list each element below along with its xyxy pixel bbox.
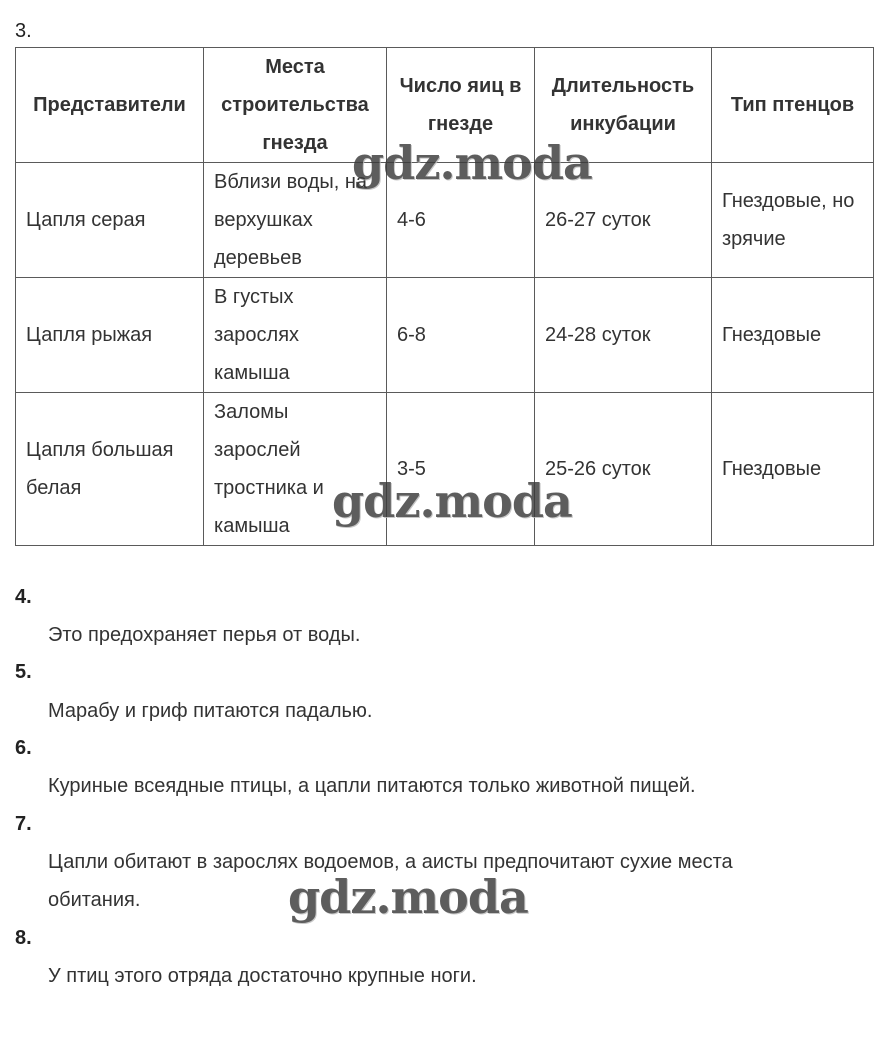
table-row [16, 278, 874, 393]
table-row [16, 393, 874, 546]
table-cell: Цапля большая белая [16, 393, 204, 546]
table-cell: 6-8 [387, 278, 535, 393]
table-cell: 3-5 [387, 393, 535, 546]
question-number-6: 6. [15, 737, 32, 759]
column-header: Длительность инкубации [535, 48, 712, 163]
table-row [16, 163, 874, 278]
table-cell: Гнездовые [712, 278, 874, 393]
watermark: gdz.moda [352, 136, 592, 190]
column-header: Места строительства гнезда [204, 48, 387, 163]
question-number-5: 5. [15, 661, 32, 683]
table-header-row [16, 48, 874, 163]
table-cell: 24-28 суток [535, 278, 712, 393]
table-cell: 4-6 [387, 163, 535, 278]
table-cell: Цапля рыжая [16, 278, 204, 393]
answer-text-7: Цапли обитают в зарослях водоемов, а аисты предпочитают сухие места обитания. [48, 851, 733, 911]
column-header: Представители [16, 48, 204, 163]
table-cell: Гнездовые, но зрячие [712, 163, 874, 278]
table-cell: 25-26 суток [535, 393, 712, 546]
column-header: Число яиц в гнезде [387, 48, 535, 163]
table-cell: 26-27 суток [535, 163, 712, 278]
table-cell: Цапля серая [16, 163, 204, 278]
watermark: gdz.moda [288, 870, 528, 924]
answer-text-6: Куриные всеядные птицы, а цапли питаются только животной пищей. [48, 775, 696, 797]
table-cell: Гнездовые [712, 393, 874, 546]
question-number-7: 7. [15, 813, 32, 835]
table-cell: В густых зарослях камыша [204, 278, 387, 393]
column-header: Тип птенцов [712, 48, 874, 163]
answer-text-4: Это предохраняет перья от воды. [48, 624, 361, 646]
answer-text-8: У птиц этого отряда достаточно крупные ноги. [48, 965, 477, 987]
question-number-3: 3. [15, 20, 32, 42]
herons-table [15, 47, 874, 546]
watermark: gdz.moda [332, 474, 572, 528]
table-cell: Вблизи воды, на верхушках деревьев [204, 163, 387, 278]
table-cell: Заломы зарослей тростника и камыша [204, 393, 387, 546]
question-number-4: 4. [15, 586, 32, 608]
answer-text-5: Марабу и гриф питаются падалью. [48, 700, 373, 722]
question-number-8: 8. [15, 927, 32, 949]
